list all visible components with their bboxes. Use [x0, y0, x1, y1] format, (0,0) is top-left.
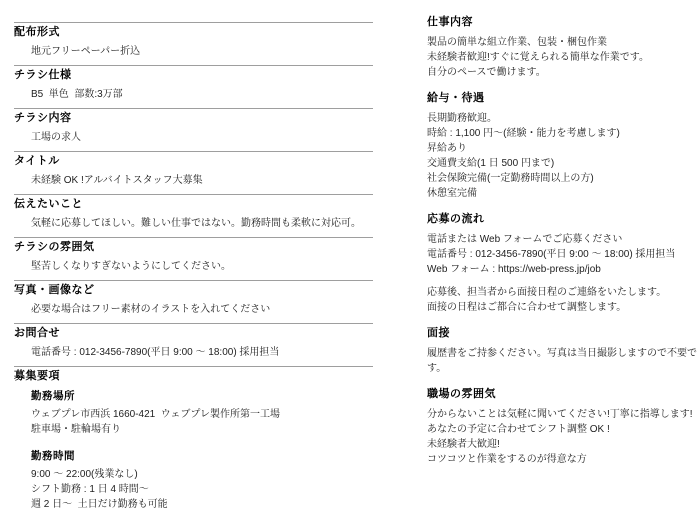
- section-body-line: 休憩室完備: [427, 188, 477, 199]
- section-title: 募集要項: [14, 370, 60, 382]
- section-body-line: 堅苦しくなりすぎないようにしてください。: [31, 261, 231, 272]
- section-title: チラシ仕様: [14, 69, 72, 81]
- section-body-line: 分からないことは気軽に聞いてください!丁寧に指導します!: [427, 409, 693, 420]
- section-recruit-details: [14, 366, 373, 518]
- section-title: 応募の流れ: [427, 213, 485, 225]
- detail-column: [427, 15, 697, 478]
- section-body-line: 必要な場合はフリー素材のイラストを入れてください: [31, 304, 271, 315]
- section-body-line: 履歴書をご持参ください。写真は当日撮影しますので不要です。: [427, 348, 697, 374]
- section-job-description: [427, 15, 697, 80]
- section-body-line: あなたの予定に合わせてシフト調整 OK !: [427, 424, 610, 435]
- section-flyer-content: [14, 108, 373, 151]
- section-body-line: 電話または Web フォームでご応募ください: [427, 234, 623, 245]
- section-photos-images: [14, 280, 373, 323]
- section-body-line: 週 2 日〜 土日だけ勤務も可能: [31, 499, 168, 510]
- recruit-group-location: [31, 389, 373, 437]
- section-body-line: 未経験者歓迎!すぐに覚えられる簡単な作業です。: [427, 52, 649, 63]
- section-body-line: 交通費支給(1 日 500 円まで): [427, 158, 555, 169]
- section-body-line: 地元フリーペーパー折込: [31, 46, 141, 57]
- section-body-line: 応募後、担当者から面接日程のご連絡をいたします。: [427, 287, 667, 298]
- section-body-line: 製品の簡単な組立作業、包装・梱包作業: [427, 37, 607, 48]
- section-body-line: 昇給あり: [427, 143, 467, 154]
- section-body-line: 長期勤務歓迎。: [427, 113, 497, 124]
- section-flyer-spec: [14, 65, 373, 108]
- section-distribution-format: [14, 22, 373, 65]
- section-title-text: [14, 151, 373, 194]
- section-title: 写真・画像など: [14, 284, 95, 296]
- section-body-line: 工場の求人: [31, 132, 81, 143]
- section-title: 伝えたいこと: [14, 198, 83, 210]
- section-salary-benefits: [427, 91, 697, 201]
- section-title: チラシ内容: [14, 112, 72, 124]
- section-message: [14, 194, 373, 237]
- section-body-line: シフト勤務 : 1 日 4 時間〜: [31, 484, 149, 495]
- section-flyer-mood: [14, 237, 373, 280]
- section-body-line: 電話番号 : 012-3456-7890(平日 9:00 〜 18:00) 採用担当: [427, 249, 676, 260]
- section-application-flow: [427, 212, 697, 315]
- section-body-line: 面接の日程はご都合に合わせて調整します。: [427, 302, 627, 313]
- section-body-line: 9:00 〜 22:00(残業なし): [31, 469, 138, 480]
- section-body-line: 未経験 OK !アルバイトスタッフ大募集: [31, 175, 203, 186]
- section-title: 職場の雰囲気: [427, 388, 496, 400]
- web-form-url: Web フォーム : https://web-press.jp/job: [427, 264, 601, 275]
- section-title: 仕事内容: [427, 16, 473, 28]
- section-title: 給与・待遇: [427, 92, 485, 104]
- section-contact: [14, 323, 373, 366]
- section-title: チラシの雰囲気: [14, 241, 95, 253]
- blank-line: [427, 277, 697, 285]
- section-title: 面接: [427, 327, 450, 339]
- section-workplace-mood: [427, 387, 697, 467]
- section-body-line: 駐車場・駐輪場有り: [31, 424, 121, 435]
- section-body-line: コツコツと作業をするのが得意な方: [427, 454, 587, 465]
- section-body-line: 社会保険完備(一定勤務時間以上の方): [427, 173, 594, 184]
- subsection-title: 勤務時間: [31, 450, 75, 462]
- spec-column: [14, 22, 373, 518]
- section-title: 配布形式: [14, 26, 60, 38]
- section-body-line: 未経験者大歓迎!: [427, 439, 500, 450]
- section-title: タイトル: [14, 155, 60, 167]
- section-body-line: 電話番号 : 012-3456-7890(平日 9:00 〜 18:00) 採用担当: [31, 347, 280, 358]
- section-body-line: B5 単色 部数:3万部: [31, 89, 123, 100]
- section-body-line: 時給 : 1,100 円〜(経験・能力を考慮します): [427, 128, 620, 139]
- section-body-line: 気軽に応募してほしい。難しい仕事ではない。勤務時間も柔軟に対応可。: [31, 218, 361, 229]
- section-body-line: ウェブプレ市西浜 1660-421 ウェブプレ製作所第一工場: [31, 409, 280, 420]
- section-title: お問合せ: [14, 327, 60, 339]
- recruit-group-hours: [31, 449, 373, 512]
- section-body-line: 自分のペースで働けます。: [427, 67, 546, 78]
- subsection-title: 勤務場所: [31, 390, 75, 402]
- section-interview: [427, 326, 697, 376]
